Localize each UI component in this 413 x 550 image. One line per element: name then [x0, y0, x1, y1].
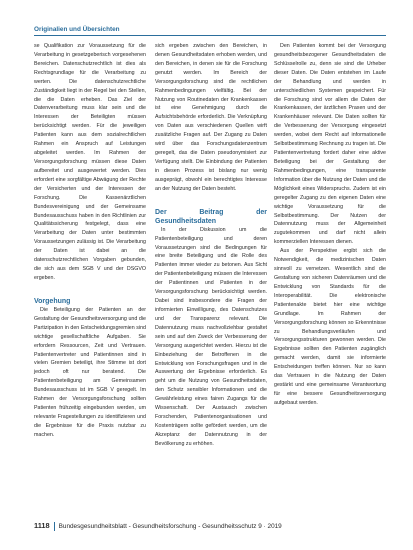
- text-column-middle: [155, 42, 267, 449]
- header-rule: [34, 35, 386, 36]
- text-column-right: [274, 42, 386, 408]
- journal-citation: Bundesgesundheitsblatt - Gesundheitsforschung - Gesundheitsschutz 9 · 2019: [58, 523, 282, 530]
- paragraph: se Qualifikation zur Voraussetzung für die Verarbeitung in gesetzgeberisch vorgesehenen Bereichen. Datenschutzrechtlich ist dies als Rechtsgrundlage für die Verarbeitung zu werten. Die datenschutzrechtliche Zuständigkeit liegt in der Regel bei den Stellen, die die Daten erheben. Das Ziel der Datenverarbeitung muss klar sein und die Interessen der Beteiligten müssen berücksichtigt werden. Für die jeweiligen Patienten kann aus dem sozialrechtlichen Rahmen ein Anspruch auf Leistungen abgeleitet werden. Im Rahmen der Versorgungsforschung müssen diese Daten aufbereitet und ausgewertet werden. Dies erfordert eine sorgfältige Abwägung der Rechte der Versicherten und der Interessen der Forschung. Die Kassenärztlichen Bundesvereinigung und der Gemeinsame Bundesausschuss haben in den Richtlinien zur Qualitätssicherung festgelegt, dass eine Verarbeitung der Daten unter bestimmten Voraussetzungen zulässig ist. Die Verarbeitung der Daten ist dabei an die datenschutzrechtlichen Vorgaben gebunden, die sich aus dem SGB V und der DSGVO ergeben.: [34, 43, 146, 281]
- page-number: 1118: [34, 521, 50, 530]
- paragraph: Aus der Perspektive ergibt sich die Notwendigkeit, die medizinischen Daten sinnvoll zu vernetzen. Wesentlich sind die Gestaltung von sicheren Datenräumen und die Entwicklung von Standards für die Interoperabilität. Die elektronische Patientenakte bietet hier eine wichtige Grundlage. Im Rahmen der Versorgungsforschung können so Erkenntnisse zu Behandlungsverläufen und Versorgungsstrukturen gewonnen werden. Die Ergebnisse sollten den Patienten zugänglich gemacht werden, damit sie informierte Entscheidungen treffen können. Nur so kann das Vertrauen in die Nutzung der Daten gestärkt und eine gemeinsame Verantwortung für eine bessere Gesundheitsversorgung aufgebaut werden.: [274, 248, 386, 406]
- footer-divider: [54, 522, 55, 531]
- section-heading: Vorgehung: [34, 297, 71, 305]
- text-column-left: [34, 42, 146, 440]
- page-footer: [34, 521, 282, 531]
- paragraph: sich ergeben zwischen den Bereichen, in denen Gesundheitsdaten erhoben werden, und den Bereichen, in denen sie für die Forschung genutzt werden. Im Bereich der Versorgungsforschung sind die rechtlichen Rahmenbedingungen vielfältig. Bei der Nutzung von Routinedaten der Krankenkassen ist eine Genehmigung durch die Aufsichtsbehörde erforderlich. Die Verknüpfung von Daten aus verschiedenen Quellen wirft zusätzliche Fragen auf. Der Zugang zu Daten wird über das Forschungsdatenzentrum geregelt, das die Daten pseudonymisiert zur Verfügung stellt. Die Einbindung der Patienten in diesen Prozess ist bislang nur wenig ausgeprägt, obwohl ein berechtigtes Interesse an der Nutzung der Daten besteht.: [155, 43, 267, 192]
- paragraph: Die Beteiligung der Patienten an der Gestaltung der Gesundheitsversorgung und die Partizipation in den Entscheidungsgremien sind wichtige gesellschaftliche Aufgaben. Sie erfordern Ressourcen, Zeit und Vertrauen. Patientenvertreter und Patientinnen sind in vielen Gremien beteiligt, ihre Stimme ist dort jedoch oft nur beratend. Die Patientenbeteiligung am Gemeinsamen Bundesausschuss ist im SGB V geregelt. Im Rahmen der Versorgungsforschung sollten Patienten frühzeitig eingebunden werden, um relevante Fragestellungen zu identifizieren und die Ergebnisse für die Praxis nutzbar zu machen.: [34, 306, 146, 438]
- section-header: Originalien und Übersichten: [34, 26, 120, 33]
- paragraph: In der Diskussion um die Patientenbeteiligung und deren Voraussetzungen sind die Bedingungen für eine breite Beteiligung und die Rolle des Patienten immer wieder zu betonen. Aus Sicht der Patientenbeteiligung müssen die Interessen der Patientinnen und Patienten in der Versorgungsforschung berücksichtigt werden. Dabei sind insbesondere die Fragen der informierten Einwilligung, des Datenschutzes und der Transparenz relevant. Die Datennutzung muss nachvollziehbar gestaltet sein und auf den Zweck der Verbesserung der Versorgung ausgerichtet werden. Hierzu ist die Einbeziehung der Betroffenen in die Entwicklung von Forschungsfragen und in die Auswertung der Ergebnisse erforderlich. Es geht um die Nutzung von Gesundheitsdaten, den Schutz sensibler Informationen und die Gewährleistung eines fairen Zugangs für die Wissenschaft. Der Austausch zwischen Forschenden, Patientenorganisationen und Kostenträgern sollte gefördert werden, um die Akzeptanz der Datennutzung in der Bevölkerung zu erhöhen.: [155, 226, 267, 447]
- paragraph: Den Patienten kommt bei der Versorgung gesundheitsbezogener Gesundheitsdaten die Schlüsselrolle zu, denn sie sind die Urheber dieser Daten. Die Daten entstehen im Laufe der Behandlung und werden in unterschiedlichen Systemen gespeichert. Für die Forschung sind vor allem die Daten der Krankenkassen, der ärztlichen Praxen und der Krankenhäuser relevant. Die Daten sollten für die Verbesserung der Versorgung eingesetzt werden, wobei dem Recht auf informationelle Selbstbestimmung Rechnung zu tragen ist. Die Patientenvertretung fordert daher eine aktive Beteiligung bei der Gestaltung der Rahmenbedingungen, eine transparente Information über die Nutzung der Daten und die Möglichkeit eines Widerspruchs. Zudem ist ein geregelter Zugang zu den eigenen Daten eine wichtige Voraussetzung für die Selbstbestimmung. Der Nutzen der Datennutzung muss der Allgemeinheit zugutekommen und darf nicht allein kommerziellen Interessen dienen.: [274, 43, 386, 246]
- section-heading: Der Beitrag der Gesundheitsdaten: [155, 208, 267, 225]
